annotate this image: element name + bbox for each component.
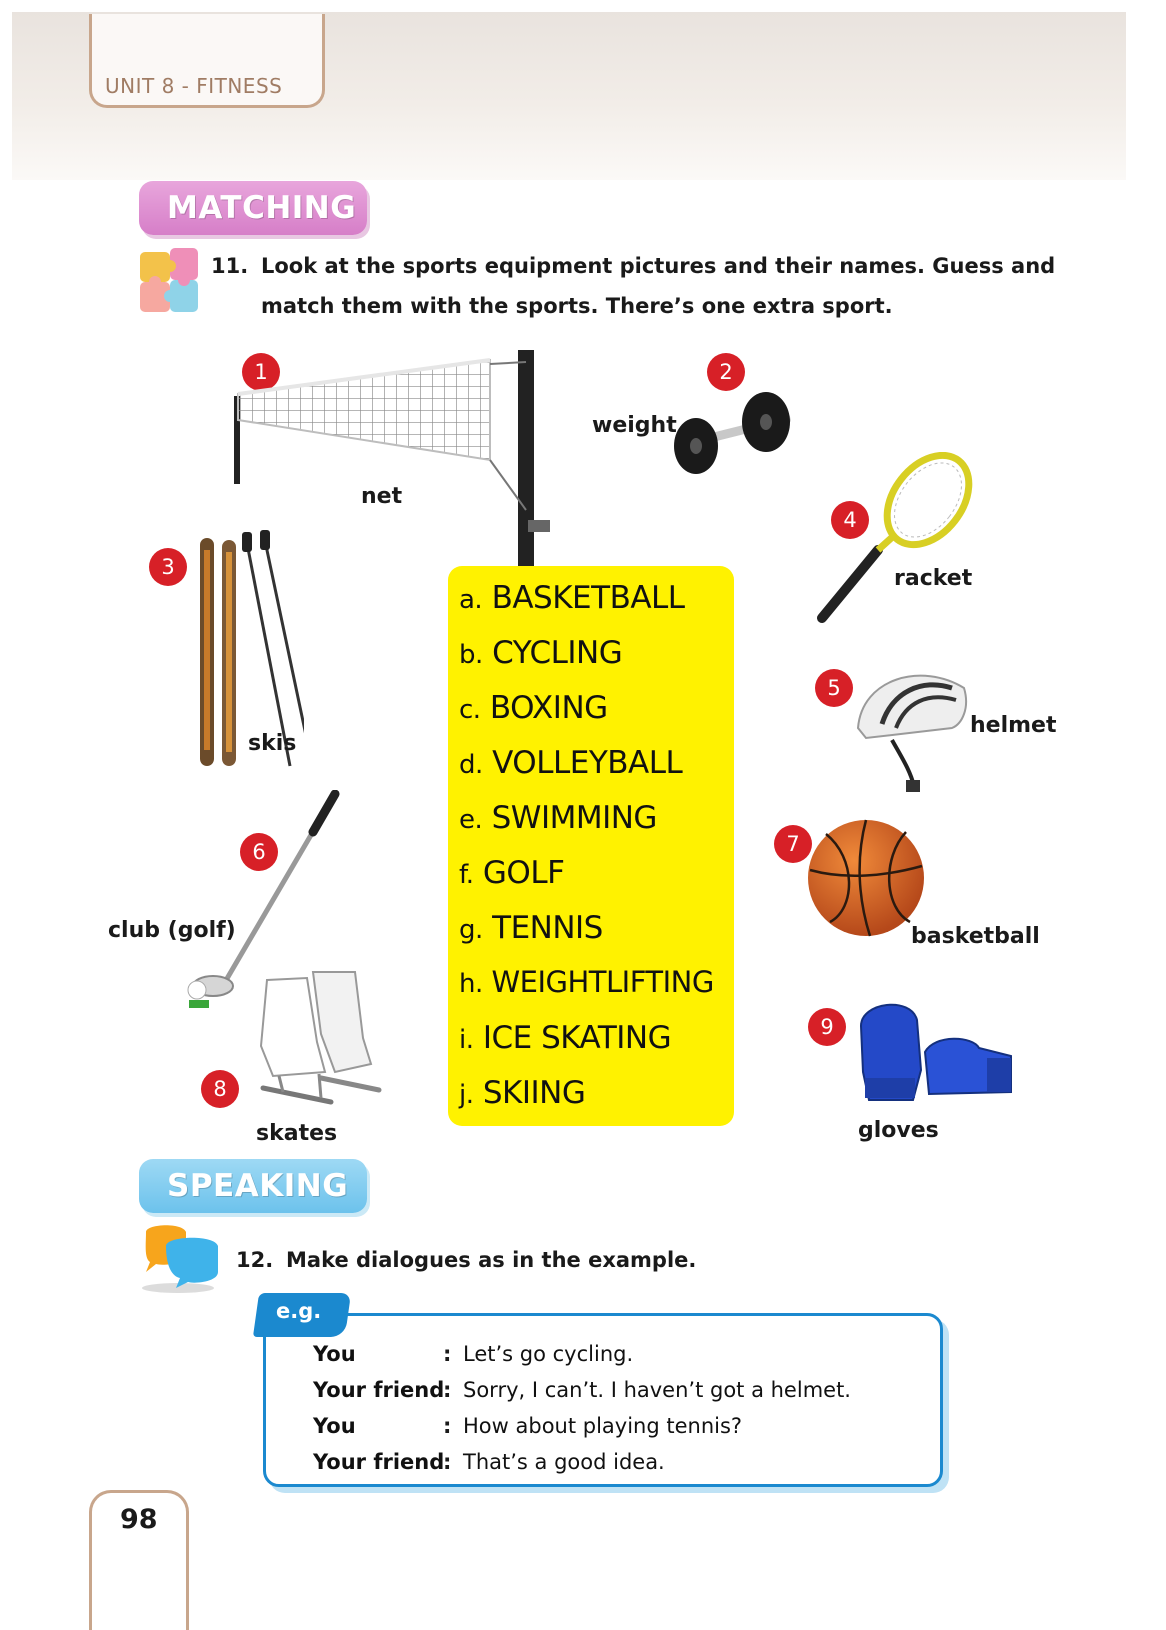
unit-title: UNIT 8 - FITNESS: [105, 74, 283, 98]
tennis-racket-icon: [816, 452, 976, 624]
equipment-label-basketball: basketball: [911, 924, 1040, 949]
sport-item: c. BOXING: [459, 690, 608, 726]
dialogue-line: That’s a good idea.: [463, 1450, 665, 1474]
sport-item: g. TENNIS: [459, 910, 603, 946]
page-number: 98: [120, 1504, 158, 1535]
dialogue-line: How about playing tennis?: [463, 1414, 743, 1438]
exercise-12-instruction: Make dialogues as in the example.: [286, 1248, 697, 1272]
equipment-label-skates: skates: [256, 1121, 338, 1146]
number-bubble: 9: [808, 1008, 846, 1046]
dumbbell-icon: [662, 386, 802, 478]
number-bubble: 3: [149, 548, 187, 586]
dialogue-colon: :: [443, 1450, 452, 1474]
number-bubble: 2: [707, 353, 745, 391]
equipment-label-net: net: [361, 484, 403, 509]
number-bubble: 4: [831, 501, 869, 539]
boxing-gloves-icon: [855, 996, 1015, 1108]
bicycle-helmet-icon: [852, 658, 972, 798]
sport-item: j. SKIING: [459, 1075, 586, 1111]
number-bubble: 5: [815, 669, 853, 707]
dialogue-colon: :: [443, 1342, 452, 1366]
number-bubble: 1: [242, 353, 280, 391]
sport-item: f. GOLF: [459, 855, 565, 891]
sport-item: d. VOLLEYBALL: [459, 745, 683, 781]
dialogue-colon: :: [443, 1378, 452, 1402]
equipment-label-gloves: gloves: [858, 1118, 939, 1143]
sport-item: e. SWIMMING: [459, 800, 657, 836]
ice-skates-icon: [243, 968, 383, 1116]
dialogue-speaker: Your friend: [313, 1450, 445, 1474]
sport-item: b. CYCLING: [459, 635, 623, 671]
speaking-section-badge: SPEAKING: [139, 1159, 367, 1213]
example-label: e.g.: [276, 1299, 322, 1323]
number-bubble: 7: [774, 825, 812, 863]
speech-bubbles-icon: [138, 1222, 222, 1294]
dialogue-colon: :: [443, 1414, 452, 1438]
number-bubble: 8: [201, 1070, 239, 1108]
dialogue-speaker: Your friend: [313, 1378, 445, 1402]
dialogue-line: Let’s go cycling.: [463, 1342, 634, 1366]
equipment-label-weight: weight: [592, 413, 677, 438]
equipment-label-racket: racket: [894, 566, 973, 591]
sport-item: a. BASKETBALL: [459, 580, 685, 616]
dialogue-speaker: You: [313, 1342, 356, 1366]
exercise-11-instruction-line2: match them with the sports. There’s one extra sport.: [261, 294, 893, 318]
exercise-12-number: 12.: [236, 1248, 274, 1272]
puzzle-icon: [138, 246, 202, 314]
dialogue-line: Sorry, I can’t. I haven’t got a helmet.: [463, 1378, 851, 1402]
equipment-label-helmet: helmet: [970, 713, 1057, 738]
dialogue-speaker: You: [313, 1414, 356, 1438]
equipment-label-club-golf: club (golf): [108, 918, 236, 943]
exercise-11-number: 11.: [211, 254, 249, 278]
equipment-label-skis: skis: [248, 731, 297, 756]
sport-item: h. WEIGHTLIFTING: [459, 965, 714, 999]
exercise-11-instruction-line1: Look at the sports equipment pictures and their names. Guess and: [261, 254, 1056, 278]
matching-section-badge: MATCHING: [139, 181, 367, 235]
sports-list: [448, 566, 734, 1126]
number-bubble: 6: [240, 833, 278, 871]
basketball-icon: [806, 818, 928, 940]
sport-item: i. ICE SKATING: [459, 1020, 672, 1056]
